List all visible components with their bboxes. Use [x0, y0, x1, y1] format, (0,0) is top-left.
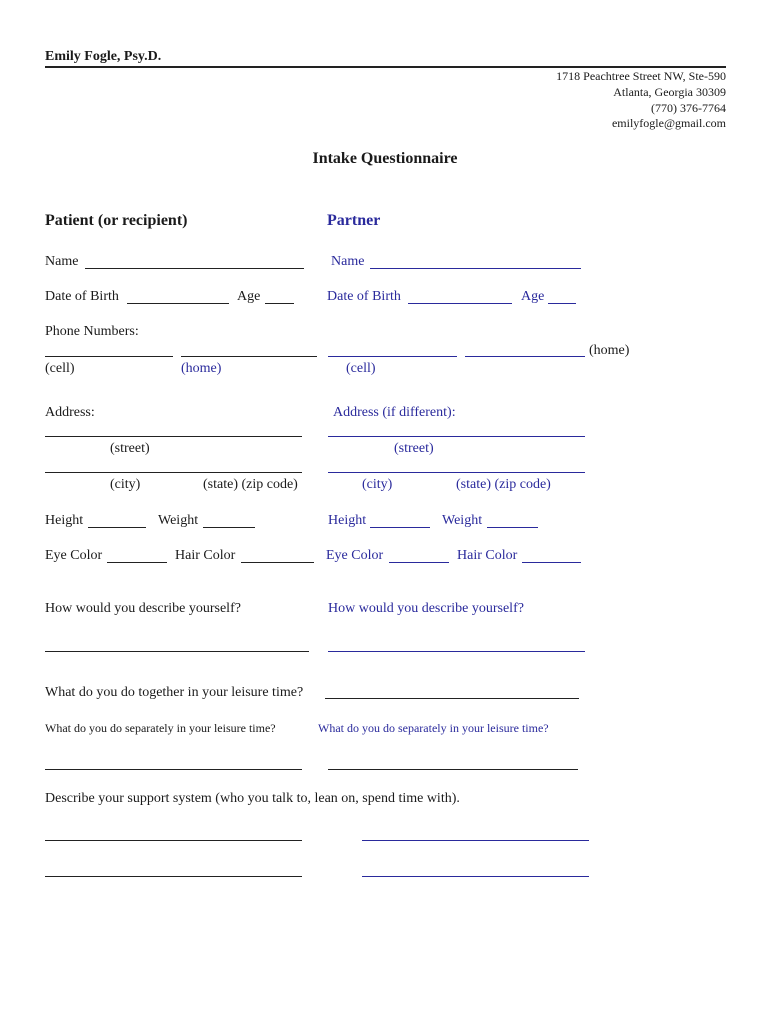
- partner-height-field[interactable]: [370, 527, 430, 528]
- patient-weight-field[interactable]: [203, 527, 255, 528]
- patient-city-label: (city): [110, 477, 141, 492]
- partner-age-label: Age: [521, 289, 545, 304]
- partner-support-field-2[interactable]: [362, 876, 589, 877]
- patient-hair-color-label: Hair Color: [175, 548, 236, 563]
- partner-heading: Partner: [327, 212, 381, 229]
- patient-street-field[interactable]: [45, 436, 302, 437]
- patient-street-label: (street): [110, 441, 150, 456]
- patient-height-label: Height: [45, 513, 84, 528]
- partner-eye-color-field[interactable]: [389, 562, 449, 563]
- partner-support-field-1[interactable]: [362, 840, 589, 841]
- partner-name-label: Name: [331, 254, 365, 269]
- phone-numbers-label: Phone Numbers:: [45, 324, 139, 339]
- partner-street-label: (street): [394, 441, 434, 456]
- partner-eye-color-label: Eye Color: [326, 548, 384, 563]
- partner-city-label: (city): [362, 477, 393, 492]
- page-title: Intake Questionnaire: [312, 150, 458, 167]
- leisure-together-label: What do you do together in your leisure time?: [45, 685, 304, 700]
- partner-describe-field[interactable]: [328, 651, 585, 652]
- partner-city-field[interactable]: [328, 472, 585, 473]
- practitioner-name: Emily Fogle, Psy.D.: [45, 49, 162, 64]
- partner-weight-field[interactable]: [487, 527, 538, 528]
- partner-hair-color-field[interactable]: [522, 562, 581, 563]
- patient-height-field[interactable]: [88, 527, 146, 528]
- patient-weight-label: Weight: [158, 513, 199, 528]
- partner-home-label: (home): [589, 343, 630, 358]
- partner-weight-label: Weight: [442, 513, 483, 528]
- partner-dob-field[interactable]: [408, 303, 512, 304]
- patient-state-zip-label: (state) (zip code): [203, 477, 298, 492]
- patient-home-label: (home): [181, 361, 222, 376]
- patient-dob-label: Date of Birth: [45, 289, 119, 304]
- partner-name-field[interactable]: [370, 268, 581, 269]
- patient-heading: Patient (or recipient): [45, 212, 188, 229]
- patient-leisure-separate-field[interactable]: [45, 769, 302, 770]
- partner-leisure-separate-field[interactable]: [328, 769, 578, 770]
- partner-age-field[interactable]: [548, 303, 576, 304]
- partner-street-field[interactable]: [328, 436, 585, 437]
- patient-address-label: Address:: [45, 405, 95, 420]
- leisure-together-field[interactable]: [325, 698, 579, 699]
- patient-describe-label: How would you describe yourself?: [45, 601, 241, 616]
- patient-name-field[interactable]: [85, 268, 304, 269]
- patient-dob-field[interactable]: [127, 303, 229, 304]
- address-line-2: Atlanta, Georgia 30309: [613, 85, 726, 99]
- patient-age-field[interactable]: [265, 303, 294, 304]
- patient-city-field[interactable]: [45, 472, 302, 473]
- partner-describe-label: How would you describe yourself?: [328, 601, 524, 616]
- partner-home-field[interactable]: [465, 356, 585, 357]
- patient-describe-field[interactable]: [45, 651, 309, 652]
- patient-age-label: Age: [237, 289, 261, 304]
- partner-cell-label: (cell): [346, 361, 376, 376]
- patient-cell-field[interactable]: [45, 356, 173, 357]
- address-line-4: emilyfogle@gmail.com: [611, 116, 726, 130]
- patient-leisure-separate-label: What do you do separately in your leisure time?: [45, 721, 276, 735]
- support-system-label: Describe your support system (who you talk to, lean on, spend time with).: [45, 791, 460, 806]
- partner-cell-field[interactable]: [328, 356, 457, 357]
- patient-support-field-1[interactable]: [45, 840, 302, 841]
- patient-name-label: Name: [45, 254, 79, 269]
- partner-leisure-separate-label: What do you do separately in your leisure time?: [318, 721, 549, 735]
- partner-state-zip-label: (state) (zip code): [456, 477, 551, 492]
- partner-dob-label: Date of Birth: [327, 289, 401, 304]
- address-line-3: (770) 376-7764: [651, 101, 726, 115]
- patient-hair-color-field[interactable]: [241, 562, 314, 563]
- partner-hair-color-label: Hair Color: [457, 548, 518, 563]
- partner-height-label: Height: [328, 513, 367, 528]
- patient-support-field-2[interactable]: [45, 876, 302, 877]
- patient-eye-color-field[interactable]: [107, 562, 167, 563]
- partner-address-label: Address (if different):: [333, 405, 456, 420]
- address-line-1: 1718 Peachtree Street NW, Ste-590: [556, 69, 726, 83]
- patient-cell-label: (cell): [45, 361, 75, 376]
- patient-eye-color-label: Eye Color: [45, 548, 103, 563]
- patient-home-field[interactable]: [181, 356, 317, 357]
